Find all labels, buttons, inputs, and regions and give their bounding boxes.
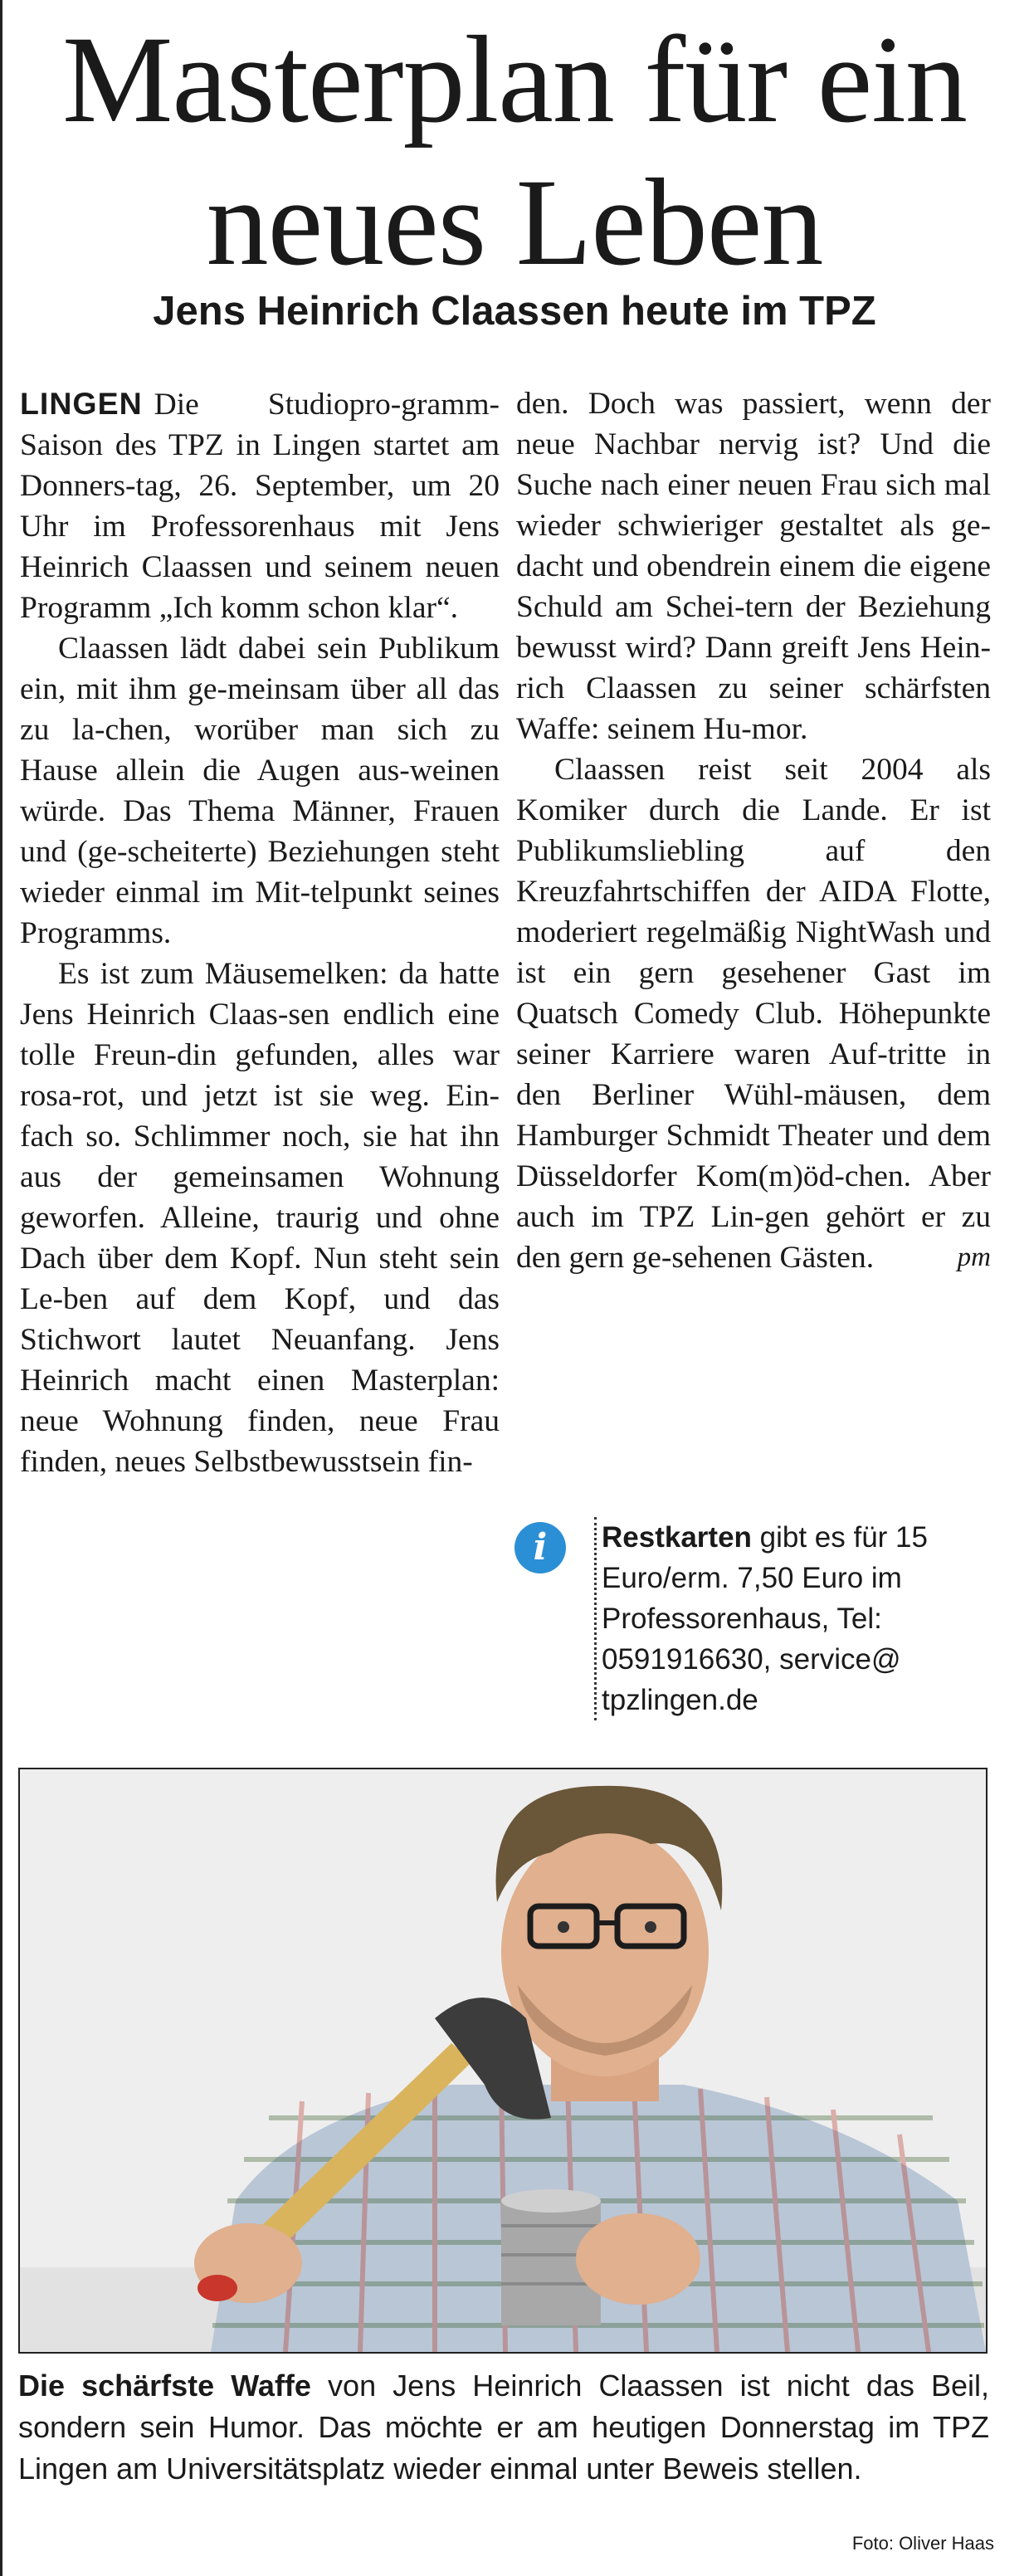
ticket-info-details: gibt es für 15 Euro/erm. 7,50 Euro im Professorenhaus, Tel: 0591916630, service@ tpzlingen.de	[602, 1521, 928, 1716]
headline	[17, 8, 1012, 294]
article-column-1	[20, 383, 500, 1482]
info-icon: i	[514, 1522, 566, 1573]
photo-caption	[18, 2365, 989, 2490]
right-hand	[576, 2213, 700, 2305]
caption-text: von Jens Heinrich Claassen ist nicht das Beil, sondern sein Humor. Das möchte er am heutigen Donnerstag im TPZ Lingen am Universitätsplatz wieder einmal unter Beweis stellen.	[18, 2369, 989, 2486]
article-paragraph: Claassen lädt dabei sein Publikum ein, mit ihm ge-meinsam über all das zu la-chen, worüber man sich zu Hause allein die Augen aus-weinen würde. Das Thema Männer, Frauen und (ge-scheiterte) Beziehungen steht wieder einmal im Mit-telpunkt seines Programms.	[20, 632, 500, 950]
article-paragraph: Es ist zum Mäusemelken: da hatte Jens Heinrich Claas-sen endlich eine tolle Freun-din gefunden, alles war rosa-rot, und jetzt ist sie weg. Ein-fach so. Schlimmer noch, sie hat ihn aus der gemeinsamen Wohnung geworfen. Alleine, traurig und ohne Dach über dem Kopf. Nun steht sein Le-ben auf dem Kopf, und das Stichwort lautet Neuanfang. Jens Heinrich macht einen Masterplan: neue Wohnung finden, neue Frau finden, neues Selbstbewusstsein fin-	[20, 957, 500, 1479]
paragraph-text: Claassen reist seit 2004 als Komiker durch die Lande. Er ist Publikumsliebling auf den Kreuzfahrtschiffen der AIDA Flotte, moderiert regelmäßig NightWash und ist ein gern gesehener Gast im Quatsch Comedy Club. Höhepunkte seiner Karriere waren Auf-tritte in den Berliner Wühl-mäusen, dem Hamburger Schmidt Theater und dem Düsseldorfer Kom(m)öd-chen. Aber auch im TPZ Lin-gen gehört er zu den gern ge-sehenen Gästen.	[516, 753, 991, 1275]
article-column-2	[516, 383, 991, 1278]
tin-can-top	[501, 2189, 601, 2213]
dateline: LINGEN	[20, 386, 143, 421]
ticket-info-text	[594, 1517, 1008, 1720]
left-eye	[558, 1921, 569, 1933]
photo-illustration	[20, 1769, 986, 2352]
ticket-info-label: Restkarten	[602, 1521, 752, 1554]
photo-credit: Foto: Oliver Haas	[851, 2533, 994, 2554]
article-paragraph: den. Doch was passiert, wenn der neue Nachbar nervig ist? Und die Suche nach einer neuen Frau sich mal wieder schwieriger gestaltet als ge-dacht und obendrein einem die eigene Schuld am Schei-tern der Beziehung bewusst wird? Dann greift Jens Hein-rich Claassen zu seiner schärfsten Waffe: seinem Hu-mor.	[516, 387, 991, 746]
article-paragraph	[516, 749, 991, 1278]
author-initials: pm	[957, 1242, 991, 1272]
headline-line-1: Masterplan für ein	[62, 11, 967, 149]
right-eye	[645, 1921, 656, 1933]
paragraph-text: Die Studiopro-gramm-Saison des TPZ in Lingen startet am Donners-tag, 26. September, um 20 Uhr im Professorenhaus mit Jens Heinrich Claassen und seinem neuen Programm „Ich komm schon klar“.	[20, 388, 500, 625]
ticket-info-box	[514, 1517, 996, 1749]
article-paragraph	[20, 383, 500, 628]
subheadline: Jens Heinrich Claassen heute im TPZ	[153, 289, 876, 334]
caption-lead: Die schärfste Waffe	[18, 2369, 311, 2403]
axe-grip-end	[198, 2275, 237, 2301]
left-column-rule	[0, 0, 2, 2576]
article-photo	[18, 1768, 988, 2354]
face	[501, 1827, 709, 2076]
headline-line-2: neues Leben	[206, 154, 823, 291]
